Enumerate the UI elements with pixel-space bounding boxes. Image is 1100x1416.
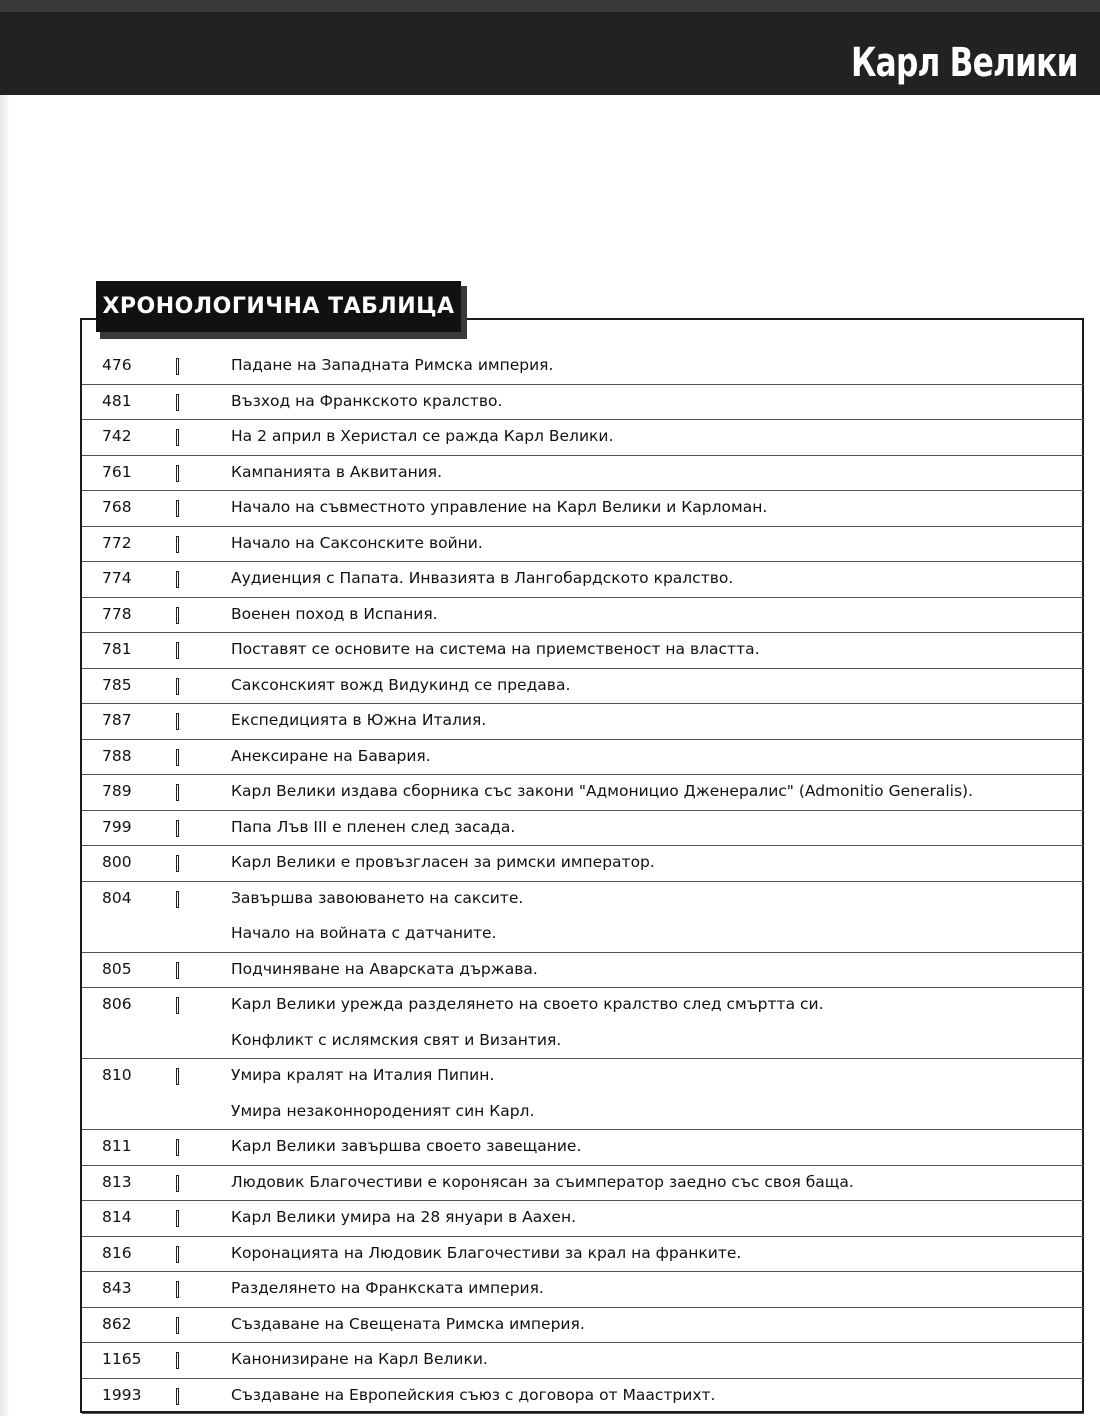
separator-mark: [176, 607, 179, 624]
table-row: [82, 1342, 1084, 1379]
event-text: Карл Велики урежда разделянето на своето кралство след смъртта си.: [231, 995, 824, 1013]
table-row: [82, 703, 1084, 740]
separator-mark: [176, 678, 179, 695]
separator-mark: [176, 997, 179, 1014]
event-text: Карл Велики умира на 28 януари в Аахен.: [231, 1208, 577, 1226]
separator-mark: [176, 713, 179, 730]
separator-mark: [176, 891, 179, 908]
separator-mark: [176, 394, 179, 411]
table-row: [82, 774, 1084, 811]
year-cell: 806: [102, 995, 132, 1013]
table-row: [82, 668, 1084, 705]
year-cell: 788: [102, 746, 132, 765]
year-cell: 813: [102, 1172, 132, 1191]
year-cell: 768: [102, 498, 132, 516]
separator-mark: [176, 962, 179, 979]
event-text: Папа Лъв III е пленен след засада.: [231, 817, 516, 836]
separator-mark: [176, 855, 179, 872]
event-text: Възход на Франкското кралство.: [231, 391, 503, 410]
table-row: [82, 561, 1084, 598]
separator-mark: [176, 1388, 179, 1405]
separator-mark: [176, 571, 179, 588]
separator-mark: [176, 1139, 179, 1156]
table-row: [82, 348, 1084, 385]
event-text: Анексиране на Бавария.: [231, 746, 431, 765]
separator-mark: [176, 536, 179, 553]
event-text: Конфликт с ислямския свят и Византия.: [231, 1030, 562, 1049]
table-row: [82, 739, 1084, 776]
event-text: Карл Велики е провъзгласен за римски император.: [231, 853, 655, 871]
event-text: Саксонският вожд Видукинд се предава.: [231, 675, 571, 694]
table-row: [82, 1236, 1084, 1273]
year-cell: 774: [102, 569, 132, 587]
year-cell: 814: [102, 1208, 132, 1226]
year-cell: 476: [102, 356, 132, 374]
event-text: Експедицията в Южна Италия.: [231, 711, 487, 729]
separator-mark: [176, 429, 179, 446]
year-cell: 772: [102, 533, 132, 552]
table-row: [82, 1058, 1084, 1130]
year-cell: 804: [102, 888, 132, 907]
event-text: Карл Велики издава сборника със закони "Адмоницио Дженералис" (Admonitio Generalis).: [231, 782, 974, 800]
event-text: Поставят се основите на система на приемственост на властта.: [231, 640, 760, 658]
table-row: [82, 810, 1084, 847]
event-text: Подчиняване на Аварската държава.: [231, 959, 538, 978]
year-cell: 843: [102, 1279, 132, 1297]
event-text: Коронацията на Людовик Благочестиви за крал на франките.: [231, 1243, 742, 1262]
table-row: [82, 490, 1084, 527]
year-cell: 778: [102, 604, 132, 623]
event-text: Людовик Благочестиви е коронясан за съимператор заедно със своя баща.: [231, 1172, 854, 1191]
year-cell: 862: [102, 1314, 132, 1333]
event-text: Начало на съвместното управление на Карл Велики и Карломан.: [231, 498, 768, 516]
table-row: [82, 1165, 1084, 1202]
separator-mark: [176, 1068, 179, 1085]
separator-mark: [176, 1246, 179, 1263]
separator-mark: [176, 749, 179, 766]
separator-mark: [176, 784, 179, 801]
event-text: Начало на войната с датчаните.: [231, 924, 497, 942]
table-row: [82, 419, 1084, 456]
table-row: [82, 1200, 1084, 1237]
event-text: На 2 април в Херистал се ражда Карл Велики.: [231, 427, 614, 445]
table-row: [82, 632, 1084, 669]
year-cell: 781: [102, 640, 132, 658]
year-cell: 761: [102, 462, 132, 481]
year-cell: 811: [102, 1137, 132, 1155]
table-row: [82, 1129, 1084, 1166]
event-text: Създаване на Свещената Римска империя.: [231, 1314, 585, 1333]
event-text: Разделянето на Франкската империя.: [231, 1279, 544, 1297]
section-label: ХРОНОЛОГИЧНА ТАБЛИЦА: [96, 281, 461, 332]
separator-mark: [176, 358, 179, 375]
table-row: [82, 597, 1084, 634]
table-row: [82, 1378, 1084, 1415]
year-cell: 785: [102, 675, 132, 694]
event-text: Аудиенция с Папата. Инвазията в Лангобардското кралство.: [231, 569, 734, 587]
separator-mark: [176, 1281, 179, 1298]
event-text: Умира кралят на Италия Пипин.: [231, 1066, 495, 1084]
separator-mark: [176, 465, 179, 482]
separator-mark: [176, 1175, 179, 1192]
header-bar: [0, 0, 1100, 95]
table-row: [82, 1271, 1084, 1308]
event-text: Карл Велики завършва своето завещание.: [231, 1137, 582, 1155]
page-edge-shadow: [0, 95, 10, 1416]
separator-mark: [176, 1210, 179, 1227]
table-row: [82, 881, 1084, 953]
year-cell: 810: [102, 1066, 132, 1084]
year-cell: 481: [102, 391, 132, 410]
separator-mark: [176, 1352, 179, 1369]
table-row: [82, 384, 1084, 421]
year-cell: 742: [102, 427, 132, 445]
separator-mark: [176, 642, 179, 659]
event-text: Кампанията в Аквитания.: [231, 462, 443, 481]
table-row: [82, 1307, 1084, 1344]
separator-mark: [176, 820, 179, 837]
event-text: Начало на Саксонските войни.: [231, 533, 483, 552]
separator-mark: [176, 1317, 179, 1334]
event-text: Канонизиране на Карл Велики.: [231, 1350, 488, 1368]
table-row: [82, 455, 1084, 492]
year-cell: 800: [102, 853, 132, 871]
event-text: Падане на Западната Римска империя.: [231, 356, 554, 374]
event-text: Завършва завоюването на саксите.: [231, 888, 524, 907]
year-cell: 1993: [102, 1385, 142, 1404]
year-cell: 789: [102, 782, 132, 800]
event-text: Създаване на Европейския съюз с договора от Маастрихт.: [231, 1385, 716, 1404]
year-cell: 1165: [102, 1350, 142, 1368]
table-row: [82, 987, 1084, 1059]
table-row: [82, 952, 1084, 989]
table-row: [82, 526, 1084, 563]
year-cell: 787: [102, 711, 132, 729]
year-cell: 805: [102, 959, 132, 978]
year-cell: 799: [102, 817, 132, 836]
table-row: [82, 845, 1084, 882]
event-text: Умира незаконнороденият син Карл.: [231, 1101, 535, 1120]
page-title: Карл Велики: [851, 40, 1078, 86]
event-text: Военен поход в Испания.: [231, 604, 438, 623]
year-cell: 816: [102, 1243, 132, 1262]
separator-mark: [176, 500, 179, 517]
